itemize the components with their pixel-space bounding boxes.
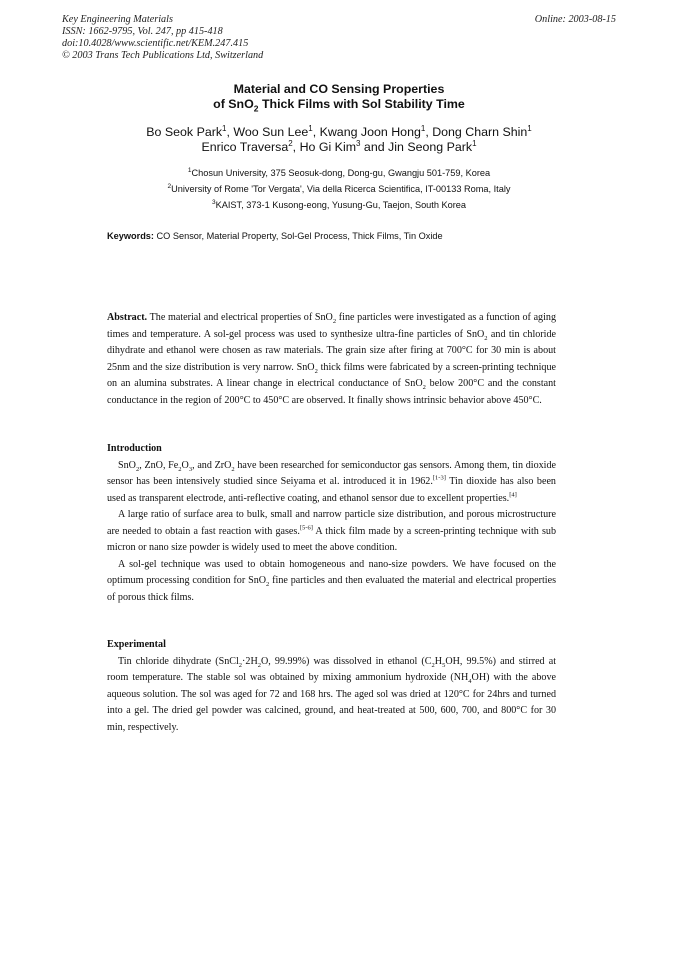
subscript: 2 (135, 465, 140, 473)
author-name: Dong Charn Shin (432, 125, 528, 139)
abstract-text: fine particles were investigated as a function of aging times and temperature. A sol-gel process was used to synthesize ultra-fine particles of SnO (107, 312, 557, 340)
title-text: of SnO (213, 97, 254, 111)
abstract-label: Abstract. (107, 312, 148, 323)
keywords-text: CO Sensor, Material Property, Sol-Gel Process, Thick Films, Tin Oxide (153, 231, 443, 241)
subscript: 2 (257, 661, 261, 669)
paragraph (107, 654, 556, 737)
subscript: 2 (484, 334, 488, 342)
section-heading: Introduction (107, 443, 162, 454)
journal-name: Key Engineering Materials (62, 14, 173, 25)
subscript: 2 (178, 465, 182, 473)
subscript: 5 (442, 661, 446, 669)
text: SnO (118, 459, 136, 471)
author-line-2: Enrico Traversa$^2$, Ho Gi Kim$^3$ and Jin Seong Park$^1$ (201, 138, 477, 154)
title-subscript: 2 (253, 103, 259, 114)
affiliation-list (0, 165, 678, 213)
keywords-label: Keywords: (107, 231, 154, 241)
subscript: 2 (422, 384, 426, 392)
paper-title (0, 82, 678, 112)
affiliation (0, 197, 678, 213)
text: A thick film made by a screen-printing technique with sub micron or nano size powder is widely used to meet the above condition. (107, 525, 556, 553)
text: ·2H (242, 655, 258, 667)
keywords (107, 231, 577, 241)
text: Tin dioxide has also been used as transparent electrode, anti-reflective coating, and ethanol sensor due to excellent properties. (107, 476, 556, 504)
subscript: 2 (314, 367, 318, 375)
subscript: 4 (468, 678, 472, 686)
affiliation (0, 181, 678, 197)
author-affiliation: 3 (356, 138, 361, 148)
affiliation-text: Chosun University, 375 Seosuk-dong, Dong-gu, Gwangju 501-759, Korea (191, 168, 491, 178)
doi-line: doi:10.4028/www.scientific.net/KEM.247.415 (62, 38, 249, 49)
subscript: 2 (431, 661, 435, 669)
text: OH, 99.5%) and stirred at room temperature. The stable sol was obtained by mixing ammonium hydroxide (NH (107, 655, 557, 683)
author-name: Bo Seok Park (146, 125, 223, 139)
text: A sol-gel technique was used to obtain homogeneous and nano-size powders. We have focused on the optimum processing condition for SnO (107, 558, 556, 586)
text: Tin chloride dihydrate (SnCl (118, 655, 239, 667)
text: H (434, 655, 443, 667)
text: A large ratio of surface area to bulk, small and narrow particle size distribution, and porous microstructure are needed to obtain a fast reaction with gases. (107, 509, 556, 537)
affiliation-text: KAIST, 373-1 Kusong-eong, Yusung-Gu, Taejon, South Korea (215, 200, 467, 210)
text: O, 99.99%) was dissolved in ethanol (C (261, 655, 432, 667)
citation: [4] (509, 491, 517, 499)
affiliation-number: 1 (187, 166, 192, 174)
subscript: 2 (238, 661, 243, 669)
author-name: Woo Sun Lee (233, 125, 309, 139)
introduction-section (107, 441, 556, 606)
experimental-section (107, 637, 556, 736)
text: have been researched for semiconductor gas sensors. Among them, tin dioxide sensor has been intensively studied since Seiyama et al. introduced it in 1962. (107, 459, 556, 487)
text: OH) with the above aqueous solution. The sol was aged for 72 and 168 hrs. The aged sol was dried at 120°C for 24hrs and turned into a gel. The dried gel powder was calcined, ground, and heat-treated at 500, 600, 700, and 800°C for 30 min, respectively. (107, 672, 556, 733)
affiliation-number: 3 (211, 198, 216, 206)
author-name: Kwang Joon Hong (319, 125, 421, 139)
copyright-line: © 2003 Trans Tech Publications Ltd, Switzerland (62, 50, 264, 61)
author-affiliation: 1 (222, 123, 227, 133)
subscript: 2 (231, 465, 235, 473)
author-affiliation: 2 (288, 138, 293, 148)
abstract-text: The material and electrical properties of SnO (147, 312, 333, 323)
author-name: Ho Gi Kim (299, 140, 357, 154)
author-affiliation: 1 (527, 123, 532, 133)
abstract-text: below 200°C and the constant conductance in the region of 200°C to 450°C are observed. It finally shows intrinsic behavior above 450°C. (107, 378, 556, 406)
abstract-text: thick films were fabricated by a screen-printing technique on an alumina substrates. A linear change in electrical conductance of SnO (107, 361, 556, 389)
author-affiliation: 1 (420, 123, 426, 133)
author-affiliation: 1 (308, 123, 313, 133)
text: fine particles and then evaluated the material and electrical properties of porous thick films. (107, 575, 556, 603)
text: , and ZrO (192, 459, 232, 471)
affiliation-number: 2 (167, 182, 172, 190)
paragraph (107, 507, 556, 557)
affiliation (0, 165, 678, 181)
author-name: Enrico Traversa (201, 140, 289, 154)
title-line-2 (0, 97, 678, 112)
paragraph (107, 458, 556, 508)
subscript: 2 (266, 581, 270, 589)
abstract (107, 310, 556, 409)
citation: [1-3] (432, 474, 446, 482)
section-heading: Experimental (107, 639, 166, 650)
author-line-1: Bo Seok Park$^1$, Woo Sun Lee$^1$, Kwang Joon Hong$^1$, Dong Charn Shin$^1$ (146, 123, 532, 139)
author-affiliation: 1 (472, 138, 477, 148)
online-date: Online: 2003-08-15 (534, 14, 616, 25)
journal-header (62, 14, 263, 62)
abstract-text: and tin chloride dihydrate and ethanol were chosen as raw materials. The grain size after firing at 700°C for 30 min is about 25nm and the size distribution is very narrow. SnO (107, 328, 556, 373)
subscript: 3 (188, 465, 193, 473)
affiliation-text: University of Rome 'Tor Vergata', Via della Ricerca Scientifica, IT-00133 Roma, Italy (171, 184, 511, 194)
citation: [5-6] (299, 524, 313, 532)
author-list (0, 125, 678, 155)
subscript: 2 (332, 318, 337, 326)
title-line-1: Material and CO Sensing Properties (233, 82, 445, 96)
issn-line: ISSN: 1662-9795, Vol. 247, pp 415-418 (62, 26, 223, 37)
author-name: Jin Seong Park (388, 140, 473, 154)
paragraph (107, 557, 556, 607)
title-text: Thick Films with Sol Stability Time (258, 97, 465, 111)
text: O (181, 459, 189, 471)
text: , ZnO, Fe (139, 459, 179, 471)
